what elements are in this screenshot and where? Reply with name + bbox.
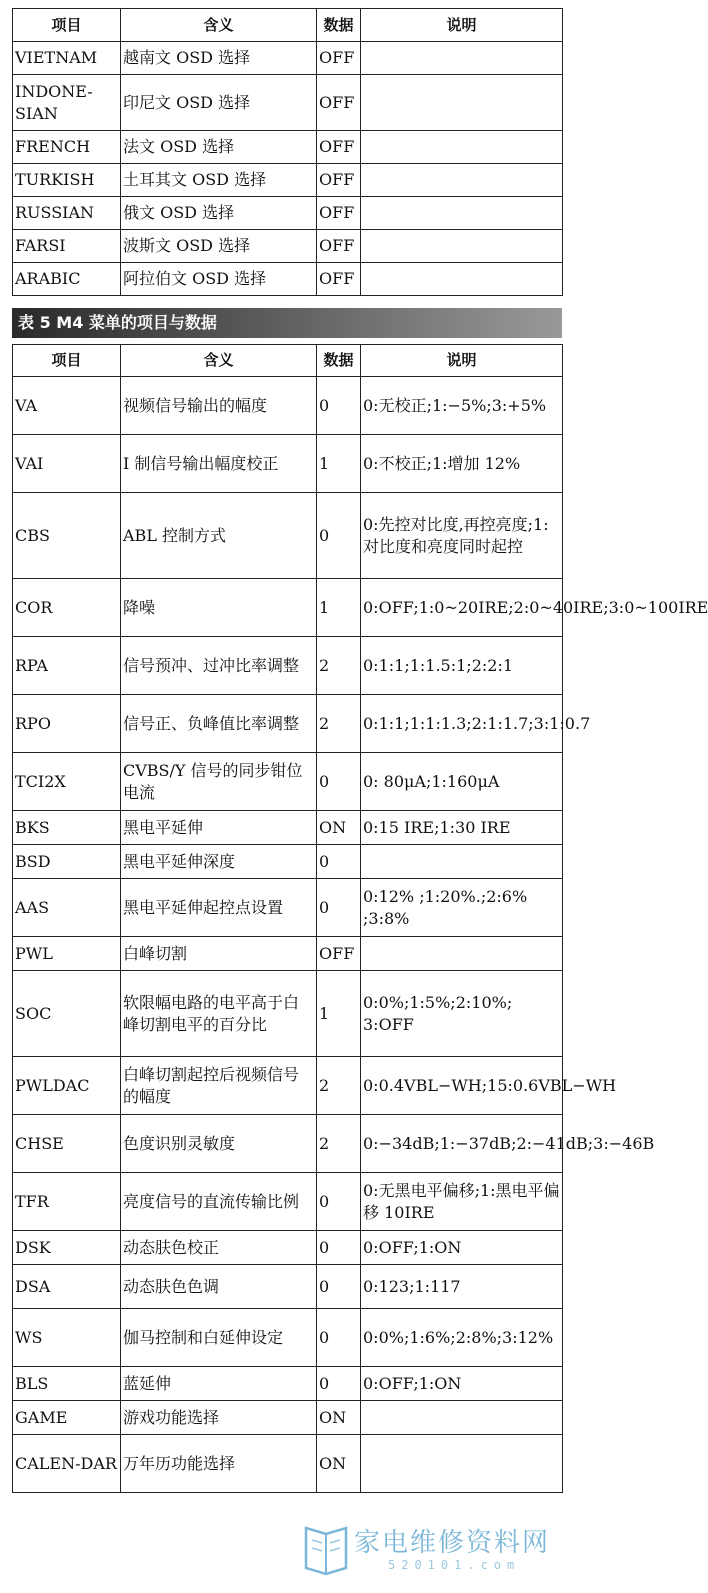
header-description: 说明	[361, 9, 563, 42]
cell-item: AAS	[13, 879, 121, 937]
table-row	[13, 1173, 563, 1231]
table-row	[13, 637, 563, 695]
cell-data: 0	[317, 1265, 361, 1309]
cell-description: 0:12% ;1:20%.;2:6% ;3:8%	[361, 879, 563, 937]
cell-description: 0:15 IRE;1:30 IRE	[361, 811, 563, 845]
table-row	[13, 377, 563, 435]
cell-item: RUSSIAN	[13, 197, 121, 230]
watermark-url: 520101.com	[388, 1558, 521, 1572]
cell-description: 0:无黑电平偏移;1:黑电平偏移 10IRE	[361, 1173, 563, 1231]
watermark	[296, 1518, 566, 1584]
table-row	[13, 1309, 563, 1367]
cell-data: 0	[317, 493, 361, 579]
cell-item: CALEN-DAR	[13, 1435, 121, 1493]
cell-data: 0	[317, 1309, 361, 1367]
header-item: 项目	[13, 9, 121, 42]
cell-description: 0:123;1:117	[361, 1265, 563, 1309]
cell-meaning: 亮度信号的直流传输比例	[121, 1173, 317, 1231]
cell-meaning: ABL 控制方式	[121, 493, 317, 579]
cell-description: 0:1:1;1:1:1.3;2:1:1.7;3:1:0.7	[361, 695, 563, 753]
table-row	[13, 695, 563, 753]
cell-item: RPA	[13, 637, 121, 695]
table-row	[13, 42, 563, 75]
cell-meaning: 软限幅电路的电平高于白峰切割电平的百分比	[121, 971, 317, 1057]
header-meaning: 含义	[121, 9, 317, 42]
cell-data: 1	[317, 971, 361, 1057]
cell-description	[361, 845, 563, 879]
header-description: 说明	[361, 345, 563, 377]
cell-meaning: 动态肤色校正	[121, 1231, 317, 1265]
cell-data: OFF	[317, 230, 361, 263]
cell-item: BLS	[13, 1367, 121, 1401]
cell-meaning: 越南文 OSD 选择	[121, 42, 317, 75]
cell-meaning: 动态肤色色调	[121, 1265, 317, 1309]
cell-data: 0	[317, 1173, 361, 1231]
cell-item: ARABIC	[13, 263, 121, 296]
cell-data: 1	[317, 435, 361, 493]
cell-item: FARSI	[13, 230, 121, 263]
cell-data: 2	[317, 695, 361, 753]
table-row	[13, 1367, 563, 1401]
cell-item: VAI	[13, 435, 121, 493]
cell-description	[361, 42, 563, 75]
cell-description	[361, 1435, 563, 1493]
cell-description	[361, 75, 563, 131]
cell-description	[361, 937, 563, 971]
cell-meaning: 蓝延伸	[121, 1367, 317, 1401]
cell-item: GAME	[13, 1401, 121, 1435]
cell-data: 2	[317, 1115, 361, 1173]
watermark-text: 家电维修资料网	[354, 1528, 551, 1558]
cell-description: 0:0%;1:5%;2:10%; 3:OFF	[361, 971, 563, 1057]
cell-data: ON	[317, 1435, 361, 1493]
cell-meaning: 黑电平延伸深度	[121, 845, 317, 879]
cell-description	[361, 1401, 563, 1435]
m4-menu-table	[12, 344, 708, 1493]
cell-data: 0	[317, 753, 361, 811]
cell-data: OFF	[317, 164, 361, 197]
cell-description	[361, 263, 563, 296]
cell-item: VA	[13, 377, 121, 435]
cell-item: DSA	[13, 1265, 121, 1309]
cell-meaning: 白峰切割	[121, 937, 317, 971]
cell-item: RPO	[13, 695, 121, 753]
cell-data: 2	[317, 1057, 361, 1115]
table-row	[13, 164, 563, 197]
table-row	[13, 1057, 563, 1115]
table-row	[13, 435, 563, 493]
cell-description: 0:0%;1:6%;2:8%;3:12%	[361, 1309, 563, 1367]
cell-data: 2	[317, 637, 361, 695]
cell-meaning: 视频信号输出的幅度	[121, 377, 317, 435]
cell-meaning: 法文 OSD 选择	[121, 131, 317, 164]
table-row	[13, 937, 563, 971]
table-row	[13, 75, 563, 131]
cell-description: 0: 80μA;1:160μA	[361, 753, 563, 811]
table-row	[13, 845, 563, 879]
cell-meaning: 白峰切割起控后视频信号的幅度	[121, 1057, 317, 1115]
cell-description: 0:OFF;1:ON	[361, 1231, 563, 1265]
cell-meaning: 黑电平延伸起控点设置	[121, 879, 317, 937]
cell-item: TCI2X	[13, 753, 121, 811]
table-row	[13, 1401, 563, 1435]
book-logo-icon	[300, 1520, 352, 1576]
cell-meaning: 波斯文 OSD 选择	[121, 230, 317, 263]
cell-description	[361, 131, 563, 164]
cell-item: INDONE-SIAN	[13, 75, 121, 131]
cell-item: CHSE	[13, 1115, 121, 1173]
cell-description	[361, 164, 563, 197]
cell-data: 0	[317, 1231, 361, 1265]
cell-meaning: CVBS/Y 信号的同步钳位电流	[121, 753, 317, 811]
cell-meaning: 信号预冲、过冲比率调整	[121, 637, 317, 695]
cell-item: CBS	[13, 493, 121, 579]
cell-description	[361, 197, 563, 230]
cell-meaning: 信号正、负峰值比率调整	[121, 695, 317, 753]
table-row	[13, 131, 563, 164]
cell-description: 0:−34dB;1:−37dB;2:−41dB;3:−46B	[361, 1115, 563, 1173]
cell-item: PWLDAC	[13, 1057, 121, 1115]
cell-item: BSD	[13, 845, 121, 879]
table-header-row	[13, 345, 563, 377]
cell-meaning: 俄文 OSD 选择	[121, 197, 317, 230]
cell-data: 0	[317, 845, 361, 879]
cell-meaning: 阿拉伯文 OSD 选择	[121, 263, 317, 296]
table-row	[13, 493, 563, 579]
cell-item: FRENCH	[13, 131, 121, 164]
table-row	[13, 971, 563, 1057]
cell-description: 0:先控对比度,再控亮度;1:对比度和亮度同时起控	[361, 493, 563, 579]
cell-data: OFF	[317, 937, 361, 971]
cell-data: 0	[317, 377, 361, 435]
cell-description: 0:不校正;1:增加 12%	[361, 435, 563, 493]
header-data: 数据	[317, 9, 361, 42]
table-row	[13, 579, 563, 637]
table-row	[13, 197, 563, 230]
table-row	[13, 1115, 563, 1173]
cell-description	[361, 230, 563, 263]
table-row	[13, 1231, 563, 1265]
cell-meaning: I 制信号输出幅度校正	[121, 435, 317, 493]
cell-data: OFF	[317, 197, 361, 230]
cell-meaning: 万年历功能选择	[121, 1435, 317, 1493]
cell-description: 0:OFF;1:ON	[361, 1367, 563, 1401]
cell-data: OFF	[317, 131, 361, 164]
table-row	[13, 753, 563, 811]
cell-meaning: 土耳其文 OSD 选择	[121, 164, 317, 197]
cell-data: 1	[317, 579, 361, 637]
cell-description: 0:0.4VBL−WH;15:0.6VBL−WH	[361, 1057, 563, 1115]
cell-meaning: 降噪	[121, 579, 317, 637]
cell-meaning: 黑电平延伸	[121, 811, 317, 845]
cell-item: VIETNAM	[13, 42, 121, 75]
cell-item: TFR	[13, 1173, 121, 1231]
cell-data: OFF	[317, 263, 361, 296]
cell-item: PWL	[13, 937, 121, 971]
cell-description: 0:1:1;1:1.5:1;2:2:1	[361, 637, 563, 695]
cell-meaning: 游戏功能选择	[121, 1401, 317, 1435]
cell-item: SOC	[13, 971, 121, 1057]
table-row	[13, 1435, 563, 1493]
cell-item: TURKISH	[13, 164, 121, 197]
header-item: 项目	[13, 345, 121, 377]
cell-description: 0:OFF;1:0~20IRE;2:0~40IRE;3:0~100IRE	[361, 579, 563, 637]
cell-data: ON	[317, 1401, 361, 1435]
cell-meaning: 伽马控制和白延伸设定	[121, 1309, 317, 1367]
cell-meaning: 色度识别灵敏度	[121, 1115, 317, 1173]
table-caption: 表 5 M4 菜单的项目与数据	[12, 308, 562, 338]
cell-data: ON	[317, 811, 361, 845]
cell-meaning: 印尼文 OSD 选择	[121, 75, 317, 131]
cell-item: DSK	[13, 1231, 121, 1265]
cell-item: COR	[13, 579, 121, 637]
cell-data: OFF	[317, 75, 361, 131]
table-row	[13, 811, 563, 845]
cell-item: WS	[13, 1309, 121, 1367]
table-row	[13, 1265, 563, 1309]
cell-item: BKS	[13, 811, 121, 845]
table-header-row	[13, 9, 563, 42]
cell-data: 0	[317, 879, 361, 937]
table-row	[13, 263, 563, 296]
header-meaning: 含义	[121, 345, 317, 377]
table-row	[13, 230, 563, 263]
header-data: 数据	[317, 345, 361, 377]
cell-data: OFF	[317, 42, 361, 75]
table-row	[13, 879, 563, 937]
cell-description: 0:无校正;1:−5%;3:+5%	[361, 377, 563, 435]
osd-language-table	[12, 8, 563, 296]
cell-data: 0	[317, 1367, 361, 1401]
